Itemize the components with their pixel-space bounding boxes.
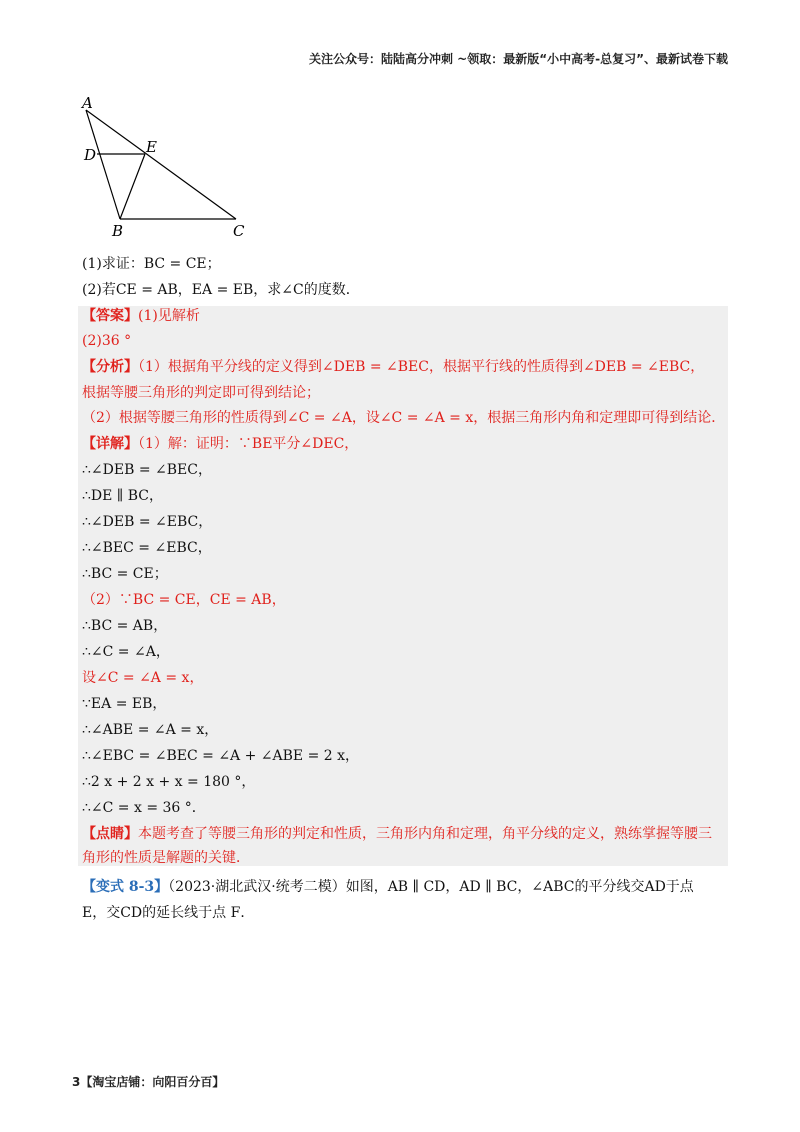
comment-row-1 [82,824,712,844]
answer-label: 【答案】 [82,308,138,324]
answer-row [82,306,200,326]
comment-label: 【点睛】 [82,826,138,842]
analysis-line-2: 根据等腰三角形的判定即可得到结论； [82,385,320,401]
proof-step: ∴BC = CE； [82,566,168,582]
solution-step: ∴∠EBC = ∠BEC = ∠A + ∠ABE = 2 x， [82,748,360,764]
solution-step: ∴∠C = x = 36 °． [82,800,206,816]
analysis-line-3: （2）根据等腰三角形的性质得到∠C = ∠A，设∠C = ∠A = x，根据三角形内角和定理即可得到结论． [82,410,726,426]
analysis-line-1: （1）根据角平分线的定义得到∠DEB = ∠BEC，根据平行线的性质得到∠DEB = ∠EBC， [138,359,705,375]
variant-problem [82,874,722,926]
variant-text-1: （2023·湖北武汉·统考二模）如图，AB ∥ CD，AD ∥ BC，∠ABC的平分线交AD于点 [168,879,694,895]
comment-line-1: 本题考查了等腰三角形的判定和性质，三角形内角和定理，角平分线的定义，熟练掌握等腰三 [138,826,712,842]
label-a: A [82,94,93,112]
solution-step: ∴∠ABE = ∠A = x， [82,722,219,738]
solution-step: ∴2 x + 2 x + x = 180 °， [82,774,256,790]
answer-part2: (2)36 ° [82,333,132,349]
detail-row-intro [82,434,358,454]
variant-text-2: E，交CD的延长线于点 F． [82,905,255,921]
question-1: (1)求证：BC = CE； [82,256,221,272]
solution-step: ∵EA = EB， [82,696,167,712]
question-2: (2)若CE = AB，EA = EB，求∠C的度数． [82,282,360,298]
detail-label: 【详解】 [82,436,138,452]
label-d: D [84,146,97,164]
variant-line-1 [82,874,722,900]
analysis-label: 【分析】 [82,359,138,375]
solution-step: ∴∠C = ∠A， [82,644,170,660]
proof-step: ∴∠DEB = ∠EBC， [82,514,213,530]
proof-step: ∴∠DEB = ∠BEC， [82,462,212,478]
label-c: C [233,222,245,240]
segment-be [120,154,145,219]
label-b: B [112,222,124,240]
proof-step: ∴DE ∥ BC， [82,488,163,504]
proof-step: ∴∠BEC = ∠EBC， [82,540,212,556]
analysis-row-1 [82,357,704,377]
page-header: 关注公众号：陆陆高分冲刺 ~领取：最新版“小中高考-总复习”、最新试卷下载 [309,52,728,66]
solution-step: ∴BC = AB， [82,618,168,634]
segment-ac [86,110,236,219]
label-e: E [146,138,157,156]
comment-line-2: 角形的性质是解题的关键． [82,850,250,866]
part2-intro: （2）∵BC = CE，CE = AB， [82,592,286,608]
segment-ab [86,110,120,219]
variant-tag: 【变式 8-3】 [82,879,169,895]
answer-part1: (1)见解析 [138,308,200,324]
page-footer: 3【淘宝店铺：向阳百分百】 [72,1075,225,1089]
triangle-figure [70,94,260,244]
triangle-diagram [70,94,260,244]
detail-intro: （1）解：证明：∵BE平分∠DEC， [138,436,359,452]
solution-step: 设∠C = ∠A = x， [82,670,204,686]
